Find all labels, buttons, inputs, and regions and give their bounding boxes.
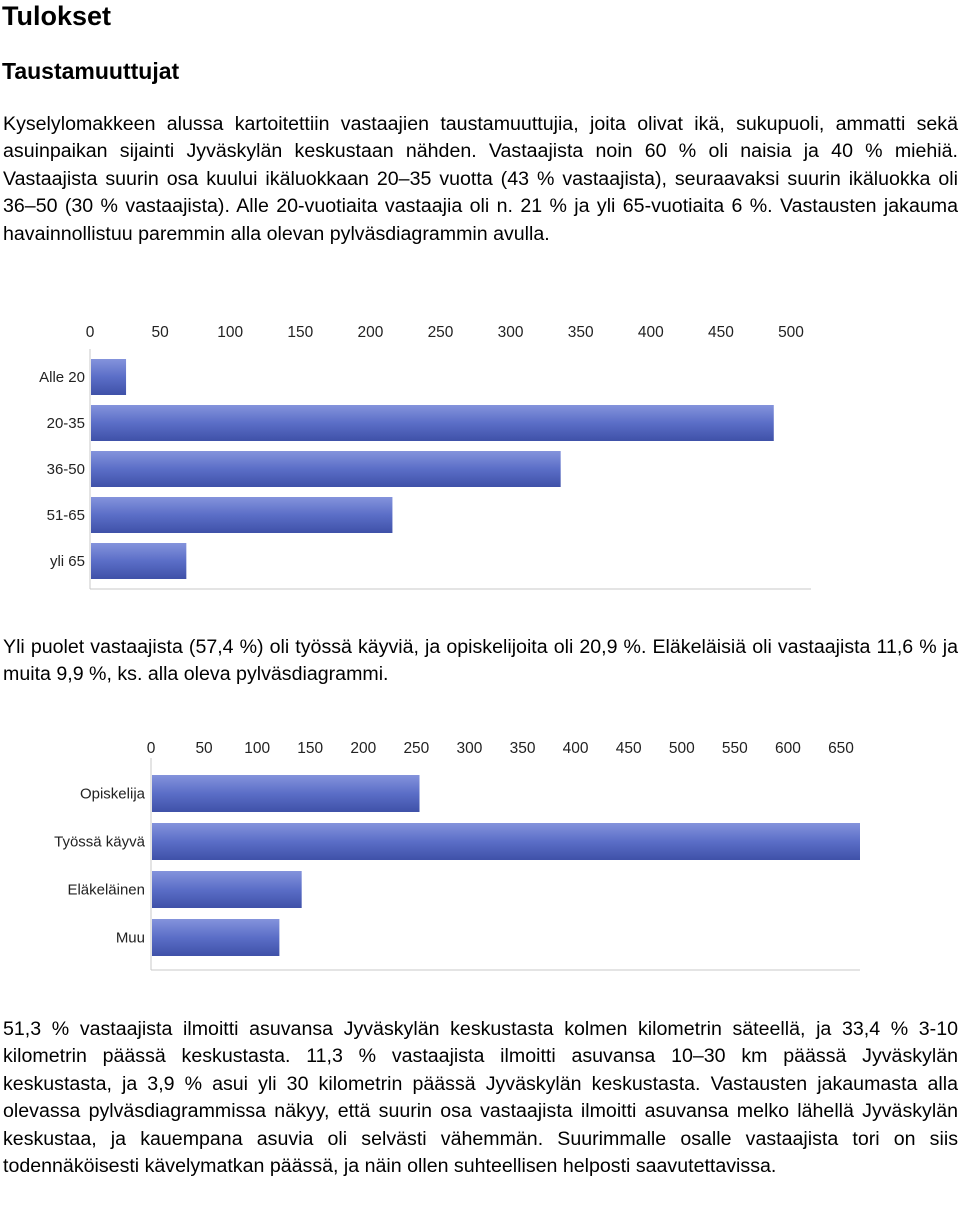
bar [152, 871, 302, 908]
intro-paragraph: Kyselylomakkeen alussa kartoitettiin vastaajien taustamuuttujia, joita olivat ikä, sukupuoli, ammatti sekä asuinpaikan sijainti Jyväskylän keskustaan nähden. Vastaajista noin 60 % oli naisia ja 40 % miehiä. Vastaajista suurin osa kuului ikäluokkaan 20–35 vuotta (43 % vastaajista), seuraavaksi suurin ikäluokka oli 36–50 (30 % vastaajista). Alle 20-vuotiaita vastaajia oli n. 21 % ja yli 65-vuotiaita 6 %. Vastausten jakauma havainnollistuu paremmin alla olevan pylväsdiagrammin avulla. [3, 113, 958, 245]
category-label: 20-35 [46, 415, 85, 432]
x-tick-label: 100 [217, 324, 244, 341]
bar [152, 919, 279, 956]
x-tick-label: 100 [244, 740, 271, 757]
x-tick-label: 450 [615, 740, 642, 757]
age-bar-chart [0, 315, 820, 595]
category-label: Opiskelija [79, 785, 145, 803]
bar [91, 359, 126, 395]
x-tick-label: 600 [774, 740, 801, 757]
x-tick-label: 150 [297, 740, 324, 757]
x-tick-label: 400 [562, 740, 589, 757]
x-tick-label: 300 [456, 740, 483, 757]
bar [152, 823, 860, 860]
x-tick-label: 650 [828, 740, 854, 757]
occupation-paragraph: Yli puolet vastaajista (57,4 %) oli työssä käyviä, ja opiskelijoita oli 20,9 %. Eläkeläisiä oli vastaajista 11,6 % ja muita 9,9 %, ks. alla oleva pylväsdiagrammi. [3, 636, 958, 686]
x-tick-label: 450 [707, 324, 734, 341]
x-tick-label: 50 [195, 740, 213, 757]
page-title: Tulokset [2, 1, 112, 31]
x-tick-label: 200 [357, 324, 384, 341]
category-label: Eläkeläinen [67, 881, 145, 899]
category-label: 36-50 [46, 461, 85, 478]
x-tick-label: 250 [403, 740, 430, 757]
x-tick-label: 300 [497, 324, 524, 341]
x-tick-label: 550 [721, 740, 748, 757]
x-tick-label: 0 [146, 740, 156, 757]
residence-paragraph: 51,3 % vastaajista ilmoitti asuvansa Jyväskylän keskustasta kolmen kilometrin säteellä, ja 33,4 % 3-10 kilometrin päässä keskustasta. 11,3 % vastaajista ilmoitti asuvansa 10–30 km päässä Jyväskylän keskustasta, ja 3,9 % asui yli 30 kilometrin päässä Jyväskylän keskustasta. Vastausten jakaumasta alla olevassa pylväsdiagrammissa näkyy, että suurin osa vastaajista ilmoitti asuvansa melko lähellä Jyväskylän keskustaa, ja kauempana asuvia oli selvästi vähemmän. Suurimmalle osalle vastaajista tori on siis todennäköisesti kävelymatkan päässä, ja näin ollen suhteellisen helposti saavutettavissa. [3, 1018, 958, 1178]
bar [91, 451, 561, 487]
occupation-bar-chart [0, 732, 860, 977]
bar [152, 775, 420, 812]
bar [91, 543, 186, 579]
category-label: Muu [115, 929, 145, 947]
x-tick-label: 350 [567, 324, 594, 341]
bar [91, 405, 774, 441]
x-tick-label: 150 [287, 324, 314, 341]
category-label: Alle 20 [39, 369, 85, 386]
category-label: 51-65 [46, 507, 85, 524]
section-title: Taustamuuttujat [2, 58, 180, 84]
x-tick-label: 0 [85, 324, 95, 341]
x-tick-label: 350 [509, 740, 536, 757]
x-tick-label: 400 [637, 324, 664, 341]
category-label: yli 65 [49, 553, 85, 570]
x-tick-label: 500 [668, 740, 695, 757]
x-tick-label: 50 [151, 324, 169, 341]
x-tick-label: 200 [350, 740, 377, 757]
category-label: Työssä käyvä [54, 833, 145, 851]
x-tick-label: 250 [427, 324, 454, 341]
bar [91, 497, 392, 533]
x-tick-label: 500 [778, 324, 804, 341]
